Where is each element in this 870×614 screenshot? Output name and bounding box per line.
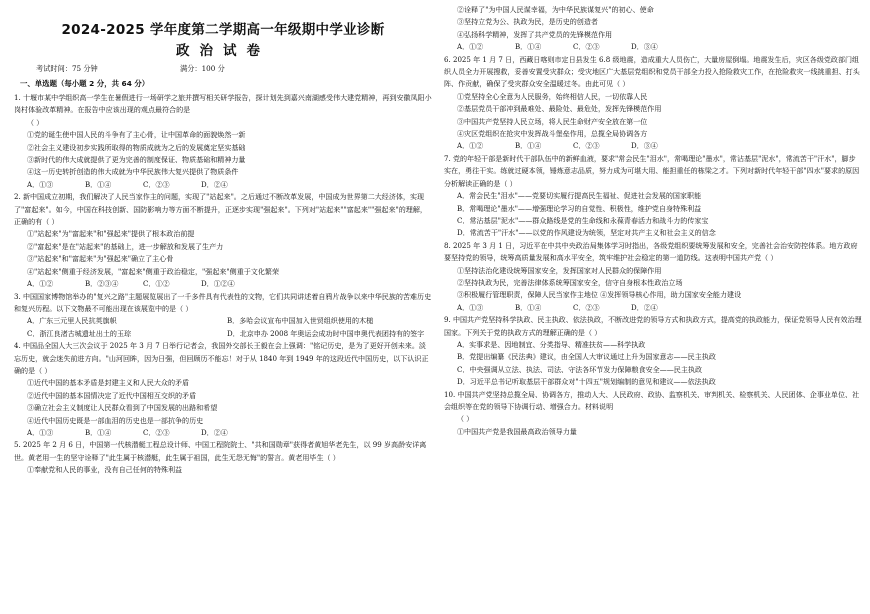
left-column <box>14 0 432 477</box>
statement-line: ④这一历史转折创造的伟大成就为中华民族伟大复兴提供了物质条件 <box>27 167 239 177</box>
answer-option: A．广东三元里人民抗英旗帜 <box>27 316 117 326</box>
answer-option: B．常喝理论"墨水"——增强理论学习的自觉性、积极性，维护党自身特殊利益 <box>457 203 702 213</box>
exam-time: 考试时间：75 分钟 <box>36 64 98 73</box>
answer-option: D．③④ <box>631 141 658 151</box>
answer-option: A．①② <box>457 42 484 52</box>
statement-line: ③新时代的伟大成就提供了更为完善的制度保证、物质基础和精神力量 <box>27 155 246 165</box>
answer-option: C．浙江良渚古城遗址出土的玉琮 <box>27 328 132 338</box>
page-subtitle: 政治试卷 <box>176 43 270 59</box>
statement-line: ④"站起来"侧重于经济发展，"富起来"侧重于政治稳定，"强起来"侧重于文化繁荣 <box>27 266 279 276</box>
answer-option: D．常流苦干"汗水"——以党的作风建设为统领，坚定对共产主义和社会主义的信念 <box>457 228 716 238</box>
section-heading: 一、单选题（每小题 2 分，共 64 分） <box>20 79 150 88</box>
answer-option: D．习近平总书记听取基层干部群众对"十四五"规划编制的意见和建议——依法执政 <box>457 377 716 387</box>
statement-line: ②诠释了"为中国人民谋幸福，为中华民族谋复兴"的初心、使命 <box>457 5 654 14</box>
statement-line: ①近代中国的基本矛盾是封建主义和人民大众的矛盾 <box>27 378 190 388</box>
answer-option: A．①③ <box>457 302 484 312</box>
answer-option: C．②③ <box>143 427 170 437</box>
full-score: 满分：100 分 <box>180 64 225 73</box>
statement-line: ③坚持立党为公、执政为民，是历史的创造者 <box>457 17 598 27</box>
statement-line: ④近代中国历史既是一部血泪的历史也是一部抗争的历史 <box>27 415 204 425</box>
statement-line: ②坚持执政为民，完善法律体系统筹国家安全，信守自身根本性政治立场 <box>457 277 683 287</box>
statement-line: ①坚持法治化建设统筹国家安全，发挥国家对人民群众的保障作用 <box>457 265 662 275</box>
answer-option: A．①② <box>457 141 484 151</box>
statement-line: ③"站起来"和"富起来"为"强起来"确立了主心骨 <box>27 254 174 264</box>
answer-option: C．①② <box>143 279 170 289</box>
statement-line: ③积极履行管理职责，保障人民当家作主地位 ④发挥领导核心作用，助力国家安全能力建设 <box>457 290 742 300</box>
question-stem: 5. 2025 年 2 月 6 日，中国第一代核潜艇工程总设计师、中国工程院院士、"共和国勋章"获得者黄旭华老先生，以 99 岁高龄安详离世。黄老用一生的坚守诠释了"此生属于核潜艇，此生属于祖国，此生无怨无悔"的誓言。黄老用毕生（ ） <box>14 440 427 462</box>
statement-line: ③中国共产党坚持人民立场，将人民生命财产安全放在第一位 <box>457 116 648 126</box>
answer-option: A．①③ <box>27 179 54 189</box>
answer-options <box>444 140 862 152</box>
answer-options <box>14 427 432 439</box>
question-stem: 3. 中国国家博物馆举办的"复兴之路"主题展览展出了一千多件具有代表性的文物，它们共同讲述着自鸦片战争以来中华民族的苦难历史和复兴历程。以下文物最不可能出现在该展览中的是（ ） <box>14 291 432 313</box>
question-stem: 2. 新中国成立初期，我们解决了人民当家作主的问题，实现了"站起来"。之后通过不断改革发展，中国成为世界第二大经济体，实现了"富起来"。如今，中国在科技创新、国防影响力等方面不断提升，正逐步实现"强起来"。下列对"站起来""富起来""强起来"的理解，正确的有（ ） <box>14 192 427 227</box>
answer-option: B．党提出编纂《民法典》建议，由全国人大审议通过上升为国家意志——民主执政 <box>457 352 716 362</box>
statement-line: ①奉献党和人民的事业，没有自己任何的特殊利益 <box>27 465 183 475</box>
answer-options <box>14 179 432 191</box>
answer-option: B．②③④ <box>85 279 119 289</box>
answer-option: B．①④ <box>515 141 542 151</box>
statement-line: （ ） <box>27 117 44 127</box>
page-title: 2024-2025 学年度第二学期高一年级期中学业诊断 <box>61 22 385 38</box>
question-stem: 10. 中国共产党坚持总揽全局、协调各方，推动人大、人民政府、政协、监察机关、审判机关、检察机关、人民团体、企事业单位、社会组织等在党的领导下协调行动、增强合力。材料说明 <box>444 389 860 411</box>
answer-option: A．实事求是、因地制宜、分类指导、精准扶贫——科学执政 <box>457 339 646 349</box>
statement-line: ①中国共产党是我国最高政治领导力量 <box>457 426 577 436</box>
answer-option: C．②③ <box>573 302 600 312</box>
statement-line: ②社会主义建设初步实践所取得的物质成就为之后的发展奠定坚实基础 <box>27 142 246 152</box>
answer-option: A．常会民生"泪水"——党要切实履行提高民生福祉、促进社会发展的国家职能 <box>457 191 702 201</box>
answer-option: B．①④ <box>85 179 112 189</box>
statement-line: （ ） <box>457 414 474 424</box>
answer-options <box>444 41 862 53</box>
statement-line: ②基层党员干部冲到最难处、最险处、最危处，发挥先锋模范作用 <box>457 104 662 114</box>
answer-option: D．②④ <box>201 179 228 189</box>
question-stem: 1. 十堰市某中学组织高一学生在暑假进行一场研学之旅并撰写相关研学报告，探计划先到嘉兴南湖感受伟大建党精神，再到安徽凤阳小岗村体验改革精神。在报告中应该出现的观点最符合的是 <box>14 93 432 115</box>
statement-line: ①"站起来"为"富起来"和"强起来"提供了根本政治前提 <box>27 229 195 239</box>
left-question-body <box>14 92 432 477</box>
answer-option: D．②④ <box>631 302 658 312</box>
answer-option: B．①④ <box>515 302 542 312</box>
statement-line: ④弘扬科学精神，发挥了共产党员的先锋模范作用 <box>457 29 613 39</box>
statement-line: ②近代中国的基本国情决定了近代中国相互交织的矛盾 <box>27 390 197 400</box>
answer-option: C．常沾基层"泥水"——群众路线是党的生命线和永葆青春活力和战斗力的传家宝 <box>457 215 709 225</box>
answer-options <box>444 302 862 314</box>
question-stem: 7. 党的年轻干部是新时代干部队伍中的新鲜血液，要求"常会民生"泪水"，常喝理论"墨水"，常沾基层"泥水"，常流苦干"汗水"，脚步实在，勇往干实。练就过硬本领，锤炼意志品质，努力成为可堪大用、能担重任的栋梁之才。下列对新时代年轻干部"四水"要求的原因分析解读正确的是（ ） <box>444 153 860 188</box>
answer-option: B．多哈会议宣布中国加入世贸组织使用的木槌 <box>227 316 374 326</box>
question-stem: 6. 2025 年 1 月 7 日，西藏日喀则市定日县发生 6.8 级地震，造成重大人员伤亡，大量房屋倒塌。地震发生后，灾区各级党政部门组织人员全力开展搜救，妥善安置受灾群众；受灾地区广大基层党组织和党员干部全力投入抢险救灾工作，在抢险救灾一线挑重担、打头阵、作贡献，确保了受灾群众安全温暖过冬。由此可见（ ） <box>444 54 860 89</box>
answer-option: C．中央强调从立法、执法、司法、守法各环节发力保障粮食安全——民主执政 <box>457 364 702 374</box>
right-question-body <box>444 4 862 438</box>
answer-options <box>14 278 432 290</box>
question-stem: 8. 2025 年 3 月 1 日，习近平在中共中央政治局集体学习时指出，各级党组织要统筹发展和安全，完善社会治安防控体系。地方政府要坚持党的领导，统筹高质量发展和高水平安全，筑牢维护社会稳定的第一道防线。这表明中国共产党（ ） <box>444 240 858 263</box>
answer-option: C．②③ <box>143 179 170 189</box>
answer-option: B．①④ <box>85 427 112 437</box>
answer-option: D．③④ <box>631 42 658 52</box>
statement-line: ①党的诞生使中国人民的斗争有了主心骨，让中国革命的面貌焕然一新 <box>27 130 246 140</box>
right-column <box>444 4 862 438</box>
statement-line: ①党坚持全心全意为人民服务，始终相信人民，一切依靠人民 <box>457 91 648 101</box>
answer-option: B．①④ <box>515 42 542 52</box>
answer-option: A．①③ <box>27 427 54 437</box>
answer-option: D．北京申办 2008 年奥运会成功时中国申奥代表团持有的签字 <box>227 328 425 338</box>
question-stem: 4. 中国品全国人大三次会议于 2025 年 3 月 7 日举行记者会，我国外交部长王毅在会上强调："铭记历史，是为了更好开创未来。淡忘历史，就会迷失前进方向。"山河回眸，因为日强，但回顾历不能忘！对于从 1840 年到 1949 年的这段近代中国历史，以下认识正确的是（ ） <box>14 341 429 375</box>
answer-option: D．②④ <box>201 427 228 437</box>
answer-option: C．②③ <box>573 42 600 52</box>
answer-options <box>14 328 432 340</box>
answer-option: C．②③ <box>573 141 600 151</box>
answer-option: D．①②④ <box>201 279 235 289</box>
statement-line: ④灾区党组织在抢灾中发挥战斗堡垒作用，总揽全局协调各方 <box>457 129 648 139</box>
answer-option: A．①② <box>27 279 54 289</box>
exam-meta <box>14 63 432 75</box>
statement-line: ②"富起来"是在"站起来"的基础上，进一步解放和发展了生产力 <box>27 241 224 251</box>
statement-line: ③确立社会主义制度让人民群众看到了中国发展的出路和希望 <box>27 403 218 413</box>
question-stem: 9. 中国共产党坚持科学执政、民主执政、依法执政，不断改进党的领导方式和执政方式，提高党的执政能力，保证党领导人民有效治理国家。下列关于党的执政方式的理解正确的是（ ） <box>444 315 862 337</box>
answer-options <box>14 315 432 327</box>
